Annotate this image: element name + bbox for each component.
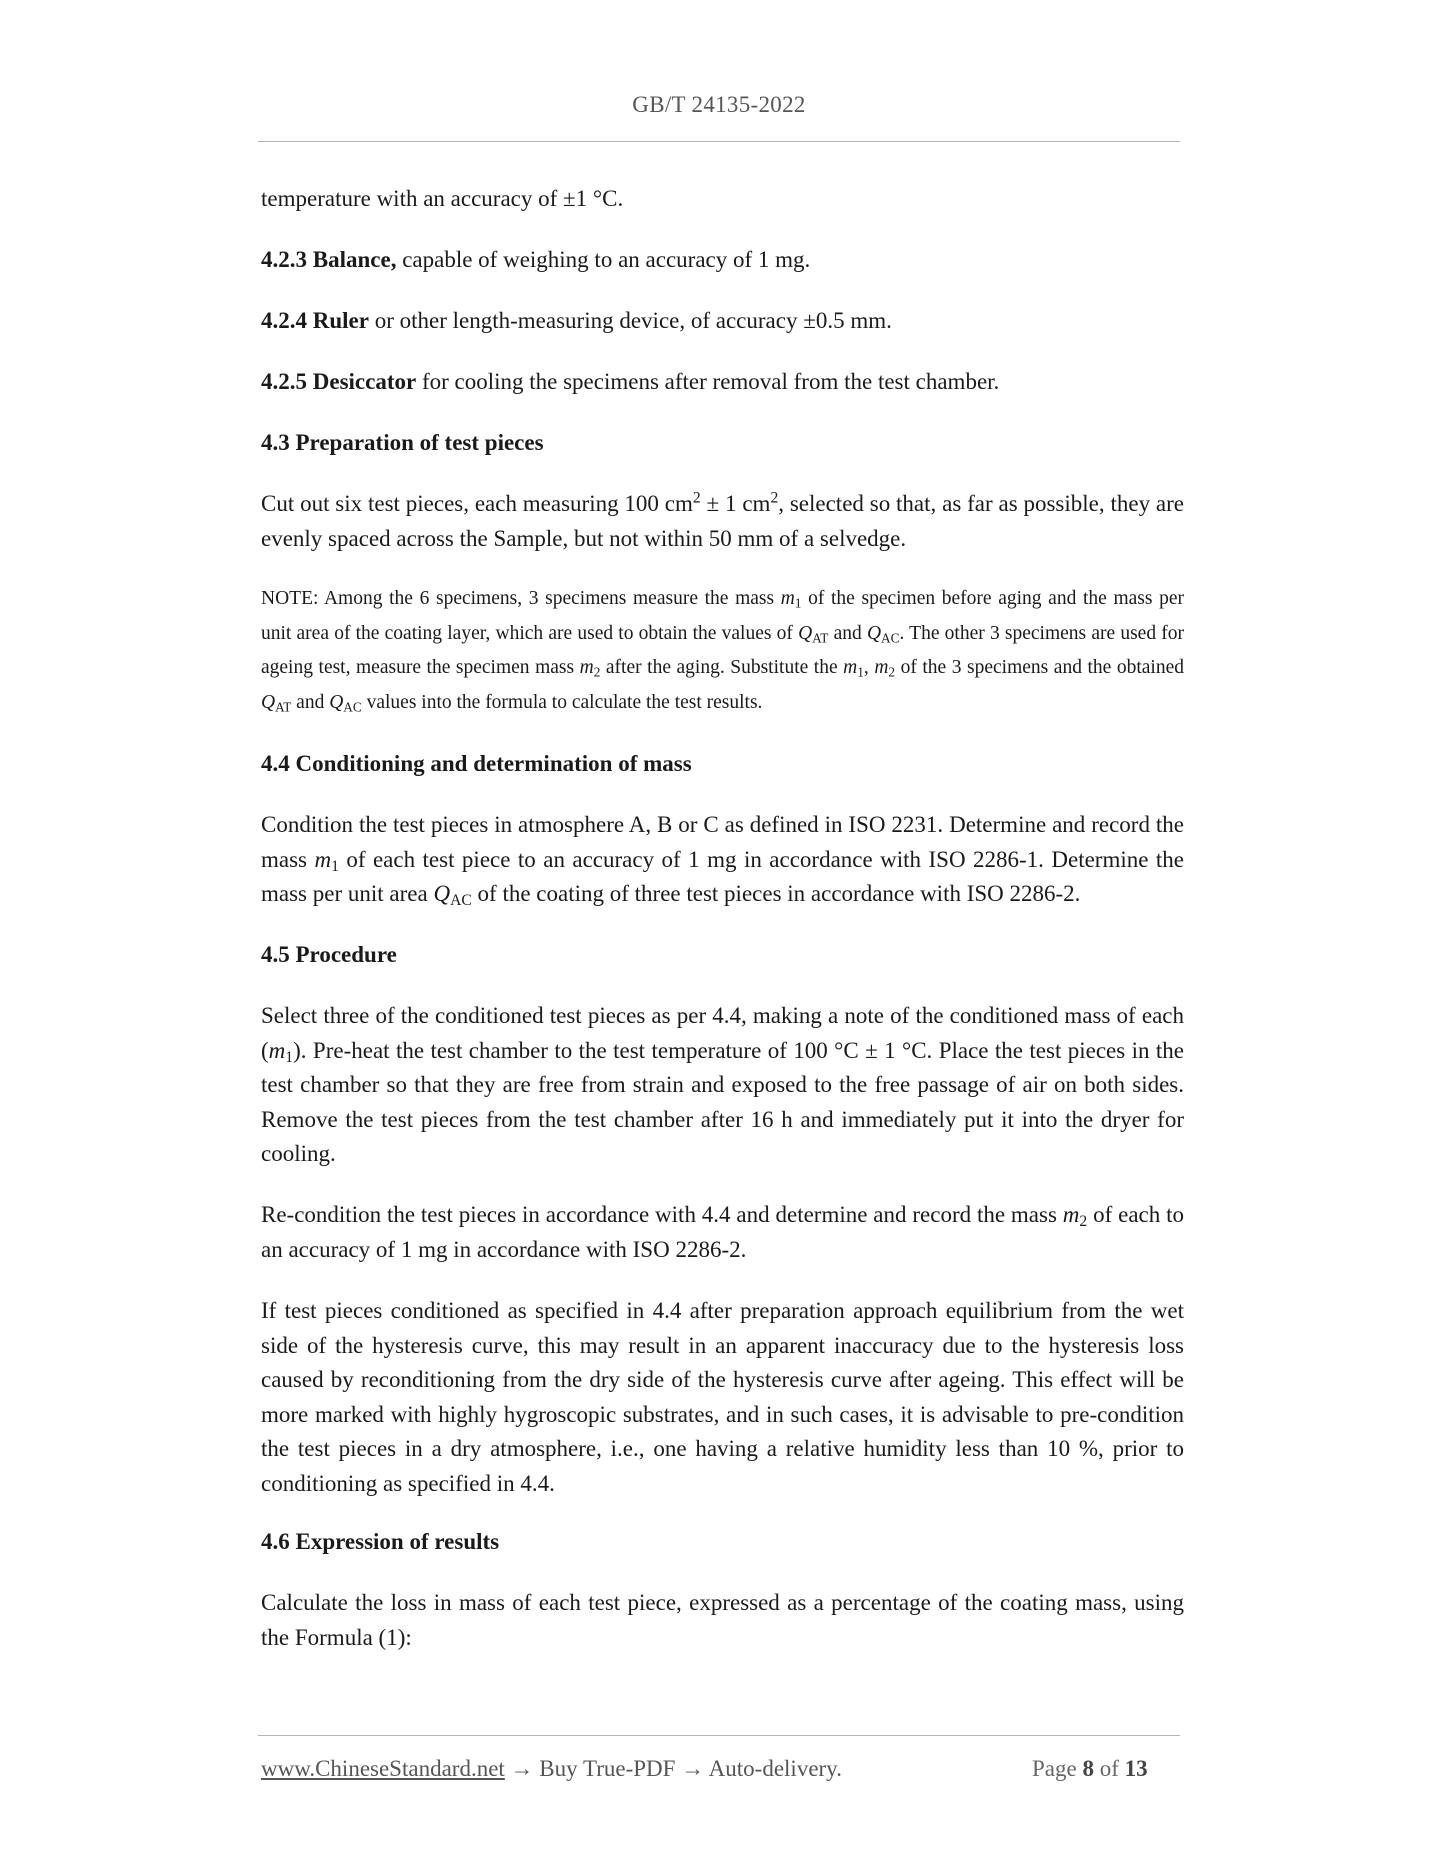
arrow-right-icon: → bbox=[510, 1756, 534, 1781]
header-divider bbox=[258, 141, 1180, 142]
paragraph-4-5-procedure: Select three of the conditioned test pieces as per 4.4, making a note of the conditioned mass of each $(m_1)$. Pre-heat the test chamber to the test temperature of 100 °C ± 1 °C. Place the test pieces in the test chamber so that they are free from strain and exposed to the free passage of air on both sides. Remove the test pieces from the test chamber after 16 h and immediately put it into the dryer for cooling. bbox=[261, 1003, 1184, 1166]
note-paragraph: NOTE: Among the 6 specimens, 3 specimens measure the mass $m_1$ of the specimen before aging and the mass per unit area of the coating layer, which are used to obtain the values of $Q_{AT}$ and $Q_{AC}$. The other 3 specimens are used for ageing test, measure the specimen mass $m_2$ after the aging. Substitute the $m_1$, $m_2$ of the 3 specimens and the obtained $Q_{AT}$ and $Q_{AC}$ values into the formula to calculate the test results. bbox=[261, 588, 1185, 714]
clause-term: Ruler bbox=[312, 308, 369, 333]
footer-divider bbox=[258, 1735, 1180, 1736]
paragraph-4-6: Calculate the loss in mass of each test piece, expressed as a percentage of the coating mass, using the Formula (1): bbox=[261, 1590, 1184, 1650]
section-heading-4-3: 4.3 Preparation of test pieces bbox=[261, 430, 544, 455]
clause-text: for cooling the specimens after removal from the test chamber. bbox=[416, 369, 1000, 394]
clause-number: 4.2.4 bbox=[261, 308, 307, 333]
paragraph-4-5-recondition: Re-condition the test pieces in accordance with 4.4 and determine and record the mass $m_2$ of each to an accuracy of 1 mg in accordance with ISO 2286-2. bbox=[261, 1202, 1184, 1262]
clause-number: 4.2.3 bbox=[261, 247, 307, 272]
paragraph-4-3: Cut out six test pieces, each measuring 100 $cm^2 \pm 1$ $cm^2$, selected so that, as far as possible, they are evenly spaced across the Sample, but not within 50 mm of a selvedge. bbox=[261, 489, 1184, 551]
clause-4-2-3 bbox=[261, 243, 1184, 278]
clause-4-2-5 bbox=[261, 365, 1184, 400]
paragraph-4-2-2-continued: temperature with an accuracy of ±1 °C. bbox=[261, 186, 624, 211]
paragraph-4-4: Condition the test pieces in atmosphere A, B or C as defined in ISO 2231. Determine and record the mass $m_1$ of each test piece to an accuracy of 1 mg in accordance with ISO 2286-1. Determine the mass per unit area $Q_{AC}$ of the coating of three test pieces in accordance with ISO 2286-2. bbox=[261, 812, 1184, 909]
page-header: GB/T 24135-2022 bbox=[632, 92, 806, 117]
clause-text: or other length-measuring device, of accuracy ±0.5 mm. bbox=[368, 308, 892, 333]
footer-promo: www.ChineseStandard.net → Buy True-PDF → Auto-delivery. bbox=[261, 1756, 842, 1781]
section-heading-4-6: 4.6 Expression of results bbox=[261, 1529, 500, 1554]
section-heading-4-4: 4.4 Conditioning and determination of mass bbox=[261, 751, 692, 776]
page-number: Page 8 of 13 bbox=[1032, 1756, 1148, 1781]
clause-text: capable of weighing to an accuracy of 1 mg. bbox=[396, 247, 811, 272]
clause-term: Desiccator bbox=[312, 369, 417, 394]
clause-term: Balance, bbox=[312, 247, 397, 272]
website-link[interactable]: www.ChineseStandard.net bbox=[261, 1756, 505, 1781]
clause-number: 4.2.5 bbox=[261, 369, 307, 394]
paragraph-4-5-hysteresis: If test pieces conditioned as specified in 4.4 after preparation approach equilibrium from the wet side of the hysteresis curve, this may result in an apparent inaccuracy due to the hysteresis loss caused by reconditioning from the dry side of the hysteresis curve after ageing. This effect will be more marked with highly hygroscopic substrates, and in such cases, it is advisable to pre-condition the test pieces in a dry atmosphere, i.e., one having a relative humidity less than 10 %, prior to conditioning as specified in 4.4. bbox=[261, 1298, 1184, 1496]
section-heading-4-5: 4.5 Procedure bbox=[261, 942, 397, 967]
arrow-right-icon: → bbox=[681, 1756, 705, 1781]
clause-4-2-4 bbox=[261, 304, 1184, 339]
